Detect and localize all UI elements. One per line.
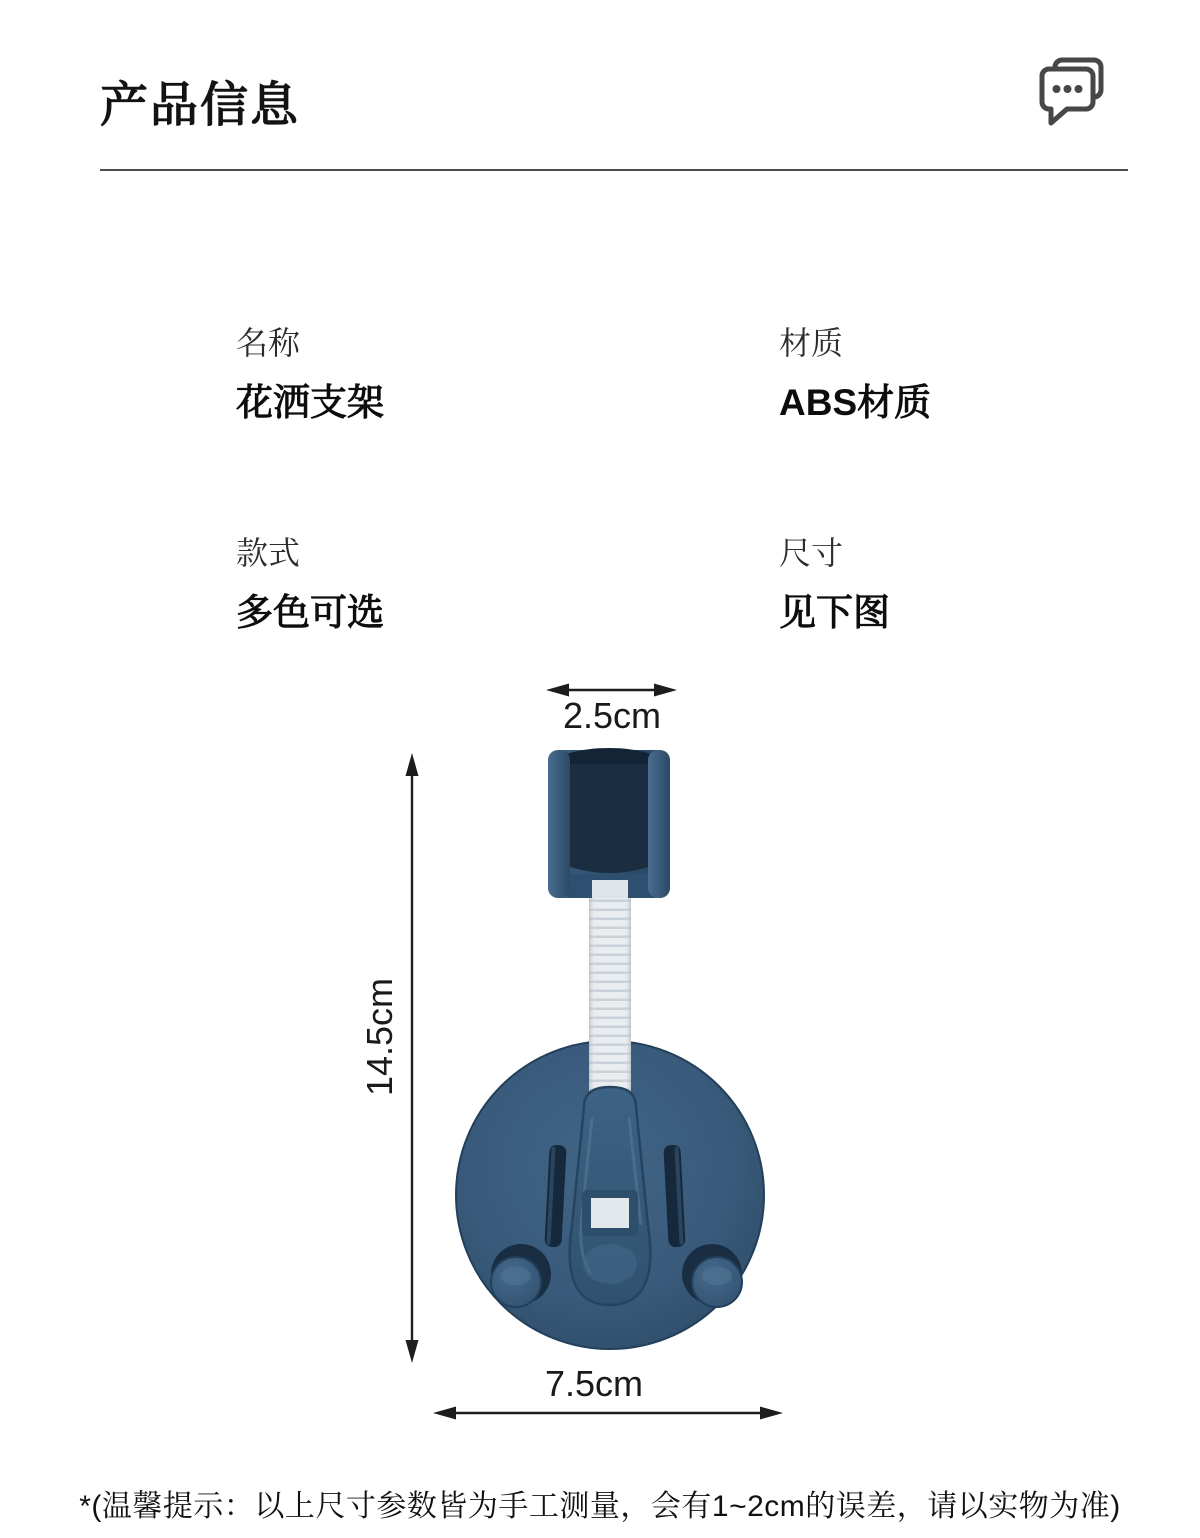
dim-arrow-height xyxy=(406,753,419,1363)
spec-size-value: 见下图 xyxy=(779,592,890,634)
dim-label-top-width: 2.5cm xyxy=(562,695,662,736)
spec-name xyxy=(236,326,656,424)
spec-size-label: 尺寸 xyxy=(779,535,844,571)
dim-label-height: 14.5cm xyxy=(359,977,400,1097)
spec-style-value: 多色可选 xyxy=(236,592,384,634)
dim-arrow-width-bottom xyxy=(433,1407,783,1420)
dim-label-bottom-width: 7.5cm xyxy=(544,1363,644,1404)
spec-material-value: ABS材质 xyxy=(779,382,932,424)
page-title: 产品信息 xyxy=(100,79,301,132)
spec-style-label: 款式 xyxy=(236,535,301,571)
spec-size xyxy=(779,536,1199,634)
chat-dots xyxy=(1053,85,1083,93)
header-divider xyxy=(100,169,1128,171)
footnote-text: *(温馨提示：以上尺寸参数皆为手工测量，会有1~2cm的误差，请以实物为准) xyxy=(79,1490,1121,1523)
chat-bubbles-icon[interactable] xyxy=(1034,56,1108,126)
spec-style xyxy=(236,536,656,634)
product-figure xyxy=(330,650,820,1450)
ball-joint xyxy=(570,1087,651,1305)
spec-name-label: 名称 xyxy=(236,325,301,361)
spec-material xyxy=(779,326,1199,424)
spec-name-value: 花洒支架 xyxy=(236,382,384,424)
shower-bracket-cup xyxy=(548,748,670,898)
spec-material-label: 材质 xyxy=(779,325,844,361)
chat-front-bubble xyxy=(1042,69,1093,123)
